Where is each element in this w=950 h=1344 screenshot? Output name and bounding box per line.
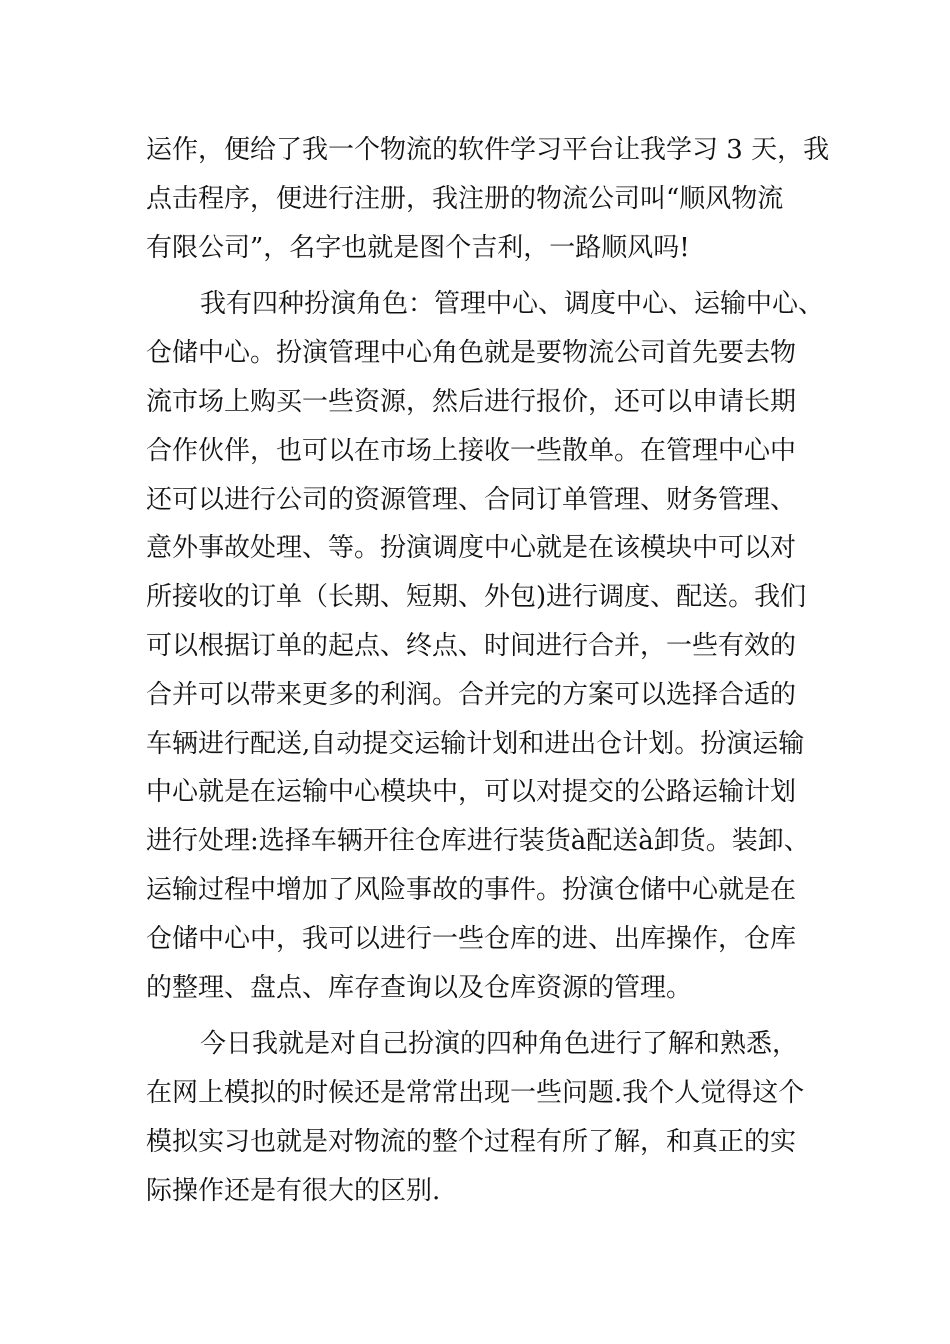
document-body [146, 126, 830, 1216]
paragraph-2 [146, 280, 826, 1012]
text-line: 合并可以带来更多的利润。合并完的方案可以选择合适的 [146, 679, 797, 710]
text-line: 今日我就是对自己扮演的四种角色进行了解和熟悉， [200, 1029, 799, 1060]
text-line: 车辆进行配送,自动提交运输计划和进出仓计划。扮演运输 [146, 728, 805, 759]
text-line: 进行处理:选择车辆开往仓库进行装货à配送à卸货。装卸、 [146, 826, 810, 857]
text-line: 点击程序，便进行注册，我注册的物流公司叫“顺风物流 [146, 183, 784, 214]
text-line: 意外事故处理、等。扮演调度中心就是在该模块中可以对 [146, 533, 797, 564]
text-line: 中心就是在运输中心模块中，可以对提交的公路运输计划 [146, 777, 797, 808]
text-line: 仓储中心。扮演管理中心角色就是要物流公司首先要去物 [146, 338, 797, 369]
paragraph-spacer [146, 272, 826, 280]
text-line: 在网上模拟的时候还是常常出现一些问题.我个人觉得这个 [146, 1078, 805, 1109]
text-line: 有限公司”，名字也就是图个吉利，一路顺风吗! [146, 232, 690, 263]
text-line: 际操作还是有很大的区别. [146, 1175, 441, 1206]
text-line: 合作伙伴，也可以在市场上接收一些散单。在管理中心中 [146, 435, 797, 466]
text-line: 流市场上购买一些资源，然后进行报价，还可以申请长期 [146, 386, 797, 417]
text-line: 我有四种扮演角色：管理中心、调度中心、运输中心、 [200, 289, 825, 320]
text-line: 所接收的订单（长期、短期、外包)进行调度、配送。我们 [146, 582, 807, 613]
paragraph-1 [146, 126, 830, 272]
text-line: 可以根据订单的起点、终点、时间进行合并，一些有效的 [146, 630, 797, 661]
text-line: 运作，便给了我一个物流的软件学习平台让我学习 3 天，我 [146, 135, 830, 165]
text-line: 模拟实习也就是对物流的整个过程有所了解，和真正的实 [146, 1126, 797, 1157]
paragraph-spacer [146, 1012, 826, 1020]
text-line: 运输过程中增加了风险事故的事件。扮演仓储中心就是在 [146, 874, 797, 905]
text-line: 仓储中心中，我可以进行一些仓库的进、出库操作，仓库 [146, 923, 797, 954]
text-line: 的整理、盘点、库存查询以及仓库资源的管理。 [146, 972, 693, 1003]
text-line: 还可以进行公司的资源管理、合同订单管理、财务管理、 [146, 484, 797, 515]
paragraph-3 [146, 1020, 826, 1215]
